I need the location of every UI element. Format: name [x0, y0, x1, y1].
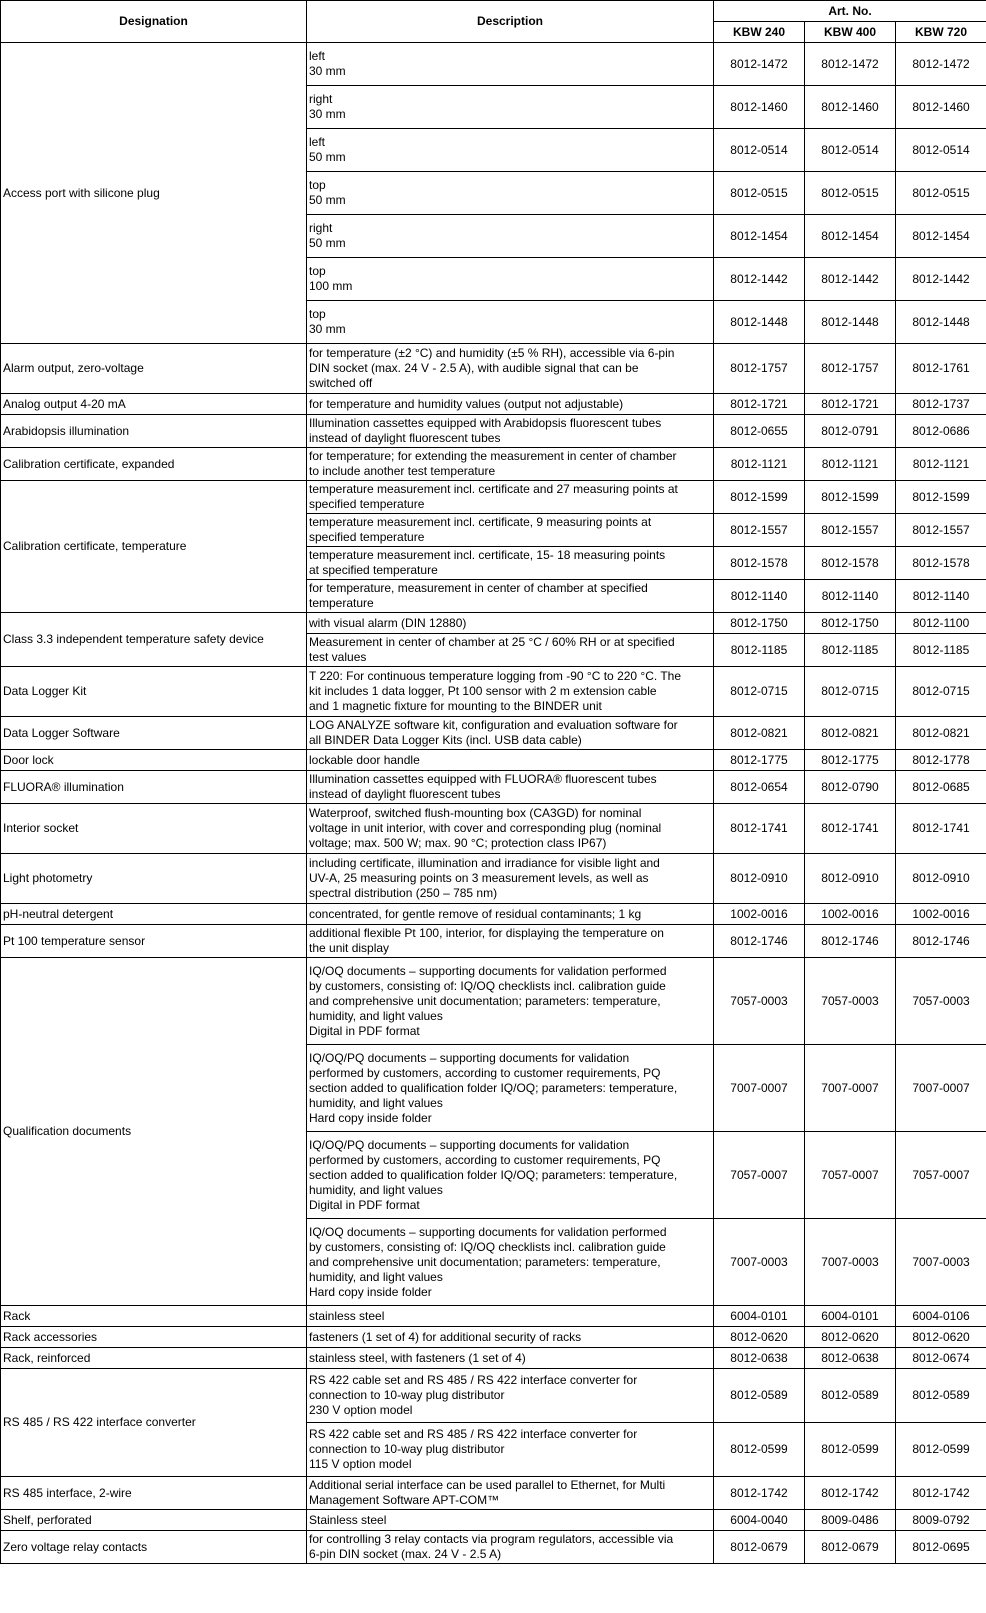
- description-cell: [307, 634, 714, 667]
- description-line: right: [309, 221, 333, 235]
- art-no-cell: 8012-1140: [896, 580, 986, 613]
- art-no-cell: 8012-1721: [714, 394, 805, 415]
- description-line: to include another test temperature: [309, 464, 496, 478]
- description-line: concentrated, for gentle remove of residual contaminants; 1 kg: [309, 906, 642, 921]
- description-line: for temperature (±2 °C) and humidity (±5 % RH), accessible via 6-pin: [309, 346, 675, 360]
- description-line: for controlling 3 relay contacts via program regulators, accessible via: [309, 1532, 674, 1546]
- description-line: instead of daylight fluorescent tubes: [309, 431, 501, 445]
- description-line: Hard copy inside folder: [309, 1284, 432, 1299]
- description-cell: [307, 1045, 714, 1132]
- description-line: section added to qualification folder IQ/OQ; parameters: temperature,: [309, 1080, 678, 1095]
- description-cell: [307, 394, 714, 415]
- designation-cell: Calibration certificate, expanded: [1, 448, 307, 481]
- description-cell: [307, 448, 714, 481]
- art-no-cell: 8012-1460: [896, 86, 986, 129]
- description-line: 115 V option model: [309, 1457, 412, 1471]
- description-cell: [307, 415, 714, 448]
- description-line: Management Software APT-COM™: [309, 1493, 500, 1507]
- description-cell: [307, 1369, 714, 1423]
- model-header-kbw240: KBW 240: [714, 22, 805, 43]
- art-no-cell: 8012-0514: [714, 129, 805, 172]
- table-row: [1, 1531, 986, 1564]
- art-no-cell: 8012-0599: [714, 1423, 805, 1477]
- designation-cell: RS 485 interface, 2-wire: [1, 1477, 307, 1510]
- art-no-cell: 7057-0003: [714, 958, 805, 1045]
- description-line: temperature: [309, 596, 374, 610]
- description-line: section added to qualification folder IQ/OQ; parameters: temperature,: [309, 1167, 678, 1182]
- designation-cell: Rack: [1, 1306, 307, 1327]
- description-cell: [307, 613, 714, 634]
- description-cell: [307, 215, 714, 258]
- art-no-cell: 8012-0910: [896, 854, 986, 904]
- description-line: humidity, and light values: [309, 1095, 443, 1110]
- description-line: 30 mm: [309, 64, 346, 78]
- description-line: stainless steel: [309, 1308, 385, 1323]
- art-no-cell: 8012-1741: [896, 804, 986, 854]
- description-line: Waterproof, switched flush-mounting box (CA3GD) for nominal: [309, 806, 642, 820]
- description-line: left: [309, 49, 326, 63]
- designation-cell: Qualification documents: [1, 958, 307, 1306]
- description-line: kit includes 1 data logger, Pt 100 sensor with 2 m extension cable: [309, 684, 657, 698]
- art-no-cell: 8012-1578: [896, 547, 986, 580]
- designation-cell: Rack accessories: [1, 1327, 307, 1348]
- description-cell: [307, 514, 714, 547]
- designation-cell: Data Logger Software: [1, 717, 307, 750]
- description-line: 50 mm: [309, 193, 346, 207]
- art-no-cell: 8012-1741: [714, 804, 805, 854]
- table-row: [1, 43, 986, 86]
- art-no-header: Art. No.: [714, 1, 986, 22]
- table-row: [1, 771, 986, 804]
- art-no-cell: 7007-0003: [896, 1219, 986, 1306]
- designation-cell: Interior socket: [1, 804, 307, 854]
- art-no-cell: 8012-1442: [714, 258, 805, 301]
- description-line: for temperature, measurement in center of chamber at specified: [309, 581, 648, 595]
- description-line: connection to 10-way plug distributor: [309, 1388, 505, 1402]
- description-line: Stainless steel: [309, 1512, 387, 1527]
- art-no-cell: 8012-0514: [896, 129, 986, 172]
- art-no-cell: 8012-0679: [714, 1531, 805, 1564]
- description-line: temperature measurement incl. certificate, 9 measuring points at: [309, 515, 652, 529]
- designation-cell: Class 3.3 independent temperature safety device: [1, 613, 307, 667]
- description-line: RS 422 cable set and RS 485 / RS 422 interface converter for: [309, 1373, 638, 1387]
- description-cell: [307, 1531, 714, 1564]
- description-cell: [307, 301, 714, 344]
- art-no-cell: 8012-1578: [714, 547, 805, 580]
- art-no-cell: 7057-0007: [714, 1132, 805, 1219]
- description-line: RS 422 cable set and RS 485 / RS 422 interface converter for: [309, 1427, 638, 1441]
- description-cell: [307, 129, 714, 172]
- art-no-cell: 8012-1100: [896, 613, 986, 634]
- description-line: additional flexible Pt 100, interior, for displaying the temperature on: [309, 926, 664, 940]
- art-no-cell: 8012-1442: [896, 258, 986, 301]
- table-row: [1, 667, 986, 717]
- table-row: [1, 958, 986, 1045]
- art-no-cell: 8012-1460: [714, 86, 805, 129]
- description-line: temperature measurement incl. certificate, 15- 18 measuring points: [309, 548, 666, 562]
- art-no-cell: 8012-0515: [714, 172, 805, 215]
- table-row: [1, 394, 986, 415]
- art-no-cell: 8012-1185: [896, 634, 986, 667]
- description-line: for temperature; for extending the measurement in center of chamber: [309, 449, 677, 463]
- description-line: LOG ANALYZE software kit, configuration and evaluation software for: [309, 718, 678, 732]
- art-no-cell: 7057-0003: [805, 958, 896, 1045]
- art-no-cell: 8012-0589: [805, 1369, 896, 1423]
- description-line: 50 mm: [309, 150, 346, 164]
- description-line: and comprehensive unit documentation; parameters: temperature,: [309, 1254, 661, 1269]
- model-header-kbw400: KBW 400: [805, 22, 896, 43]
- art-no-cell: 8012-1599: [896, 481, 986, 514]
- art-no-cell: 8012-1750: [805, 613, 896, 634]
- description-line: connection to 10-way plug distributor: [309, 1442, 505, 1456]
- art-no-cell: 8012-1454: [896, 215, 986, 258]
- description-cell: [307, 1132, 714, 1219]
- table-header: [1, 1, 986, 43]
- description-line: for temperature and humidity values (output not adjustable): [309, 396, 624, 411]
- art-no-cell: 1002-0016: [714, 904, 805, 925]
- table-row: [1, 854, 986, 904]
- art-no-cell: 8012-1121: [805, 448, 896, 481]
- art-no-cell: 8012-1741: [805, 804, 896, 854]
- art-no-cell: 8012-0679: [805, 1531, 896, 1564]
- description-cell: [307, 547, 714, 580]
- art-no-cell: 8012-0620: [805, 1327, 896, 1348]
- description-line: 230 V option model: [309, 1403, 413, 1417]
- description-line: 6-pin DIN socket (max. 24 V - 2.5 A): [309, 1547, 502, 1561]
- description-line: humidity, and light values: [309, 1269, 443, 1284]
- description-cell: [307, 86, 714, 129]
- description-cell: [307, 717, 714, 750]
- description-line: left: [309, 135, 326, 149]
- art-no-cell: 8012-0638: [714, 1348, 805, 1369]
- art-no-cell: 8009-0486: [805, 1510, 896, 1531]
- art-no-cell: 8012-1746: [896, 925, 986, 958]
- description-line: IQ/OQ documents – supporting documents for validation performed: [309, 963, 667, 978]
- description-line: humidity, and light values: [309, 1182, 443, 1197]
- art-no-cell: 7007-0007: [714, 1045, 805, 1132]
- art-no-cell: 8012-1750: [714, 613, 805, 634]
- art-no-cell: 7057-0007: [896, 1132, 986, 1219]
- table-row: [1, 1348, 986, 1369]
- art-no-cell: 8012-0599: [805, 1423, 896, 1477]
- table-row: [1, 925, 986, 958]
- art-no-cell: 8012-0655: [714, 415, 805, 448]
- description-line: the unit display: [309, 941, 390, 955]
- art-no-cell: 1002-0016: [805, 904, 896, 925]
- art-no-cell: 8012-0589: [896, 1369, 986, 1423]
- art-no-cell: 8012-1737: [896, 394, 986, 415]
- description-cell: [307, 1477, 714, 1510]
- art-no-cell: 8012-1757: [805, 344, 896, 394]
- art-no-cell: 6004-0101: [805, 1306, 896, 1327]
- description-line: T 220: For continuous temperature logging from -90 °C to 220 °C. The: [309, 669, 682, 683]
- designation-header: Designation: [1, 1, 307, 43]
- designation-cell: Calibration certificate, temperature: [1, 481, 307, 613]
- description-line: top: [309, 264, 326, 278]
- description-line: temperature measurement incl. certificate and 27 measuring points at: [309, 482, 678, 496]
- description-cell: [307, 958, 714, 1045]
- designation-cell: Access port with silicone plug: [1, 43, 307, 344]
- art-no-cell: 8012-0686: [896, 415, 986, 448]
- description-line: all BINDER Data Logger Kits (incl. USB data cable): [309, 733, 582, 747]
- designation-cell: Light photometry: [1, 854, 307, 904]
- art-no-cell: 8012-0910: [714, 854, 805, 904]
- art-no-cell: 8012-1778: [896, 750, 986, 771]
- art-no-cell: 8012-0821: [896, 717, 986, 750]
- art-no-cell: 8012-1746: [805, 925, 896, 958]
- description-cell: [307, 481, 714, 514]
- art-no-cell: 7057-0003: [896, 958, 986, 1045]
- designation-cell: Rack, reinforced: [1, 1348, 307, 1369]
- art-no-cell: 8012-1599: [714, 481, 805, 514]
- art-no-cell: 8012-1140: [805, 580, 896, 613]
- description-cell: [307, 43, 714, 86]
- art-no-cell: 6004-0040: [714, 1510, 805, 1531]
- description-cell: [307, 1510, 714, 1531]
- description-line: DIN socket (max. 24 V - 2.5 A), with audible signal that can be: [309, 361, 639, 375]
- description-line: 30 mm: [309, 322, 346, 336]
- table-row: [1, 1306, 986, 1327]
- art-no-cell: 8012-0674: [896, 1348, 986, 1369]
- description-line: specified temperature: [309, 497, 425, 511]
- description-cell: [307, 258, 714, 301]
- art-no-cell: 8012-1746: [714, 925, 805, 958]
- table-body: [1, 43, 986, 1564]
- description-line: performed by customers, according to customer requirements, PQ: [309, 1065, 661, 1080]
- description-line: 50 mm: [309, 236, 346, 250]
- art-no-cell: 8012-1454: [805, 215, 896, 258]
- art-no-cell: 7057-0007: [805, 1132, 896, 1219]
- description-header: Description: [307, 1, 714, 43]
- art-no-cell: 8012-1757: [714, 344, 805, 394]
- table-row: [1, 481, 986, 514]
- art-no-cell: 8012-1121: [896, 448, 986, 481]
- description-line: right: [309, 92, 333, 106]
- description-cell: [307, 580, 714, 613]
- designation-cell: Analog output 4-20 mA: [1, 394, 307, 415]
- art-no-cell: 8012-0715: [805, 667, 896, 717]
- art-no-cell: 1002-0016: [896, 904, 986, 925]
- description-line: Digital in PDF format: [309, 1197, 420, 1212]
- art-no-cell: 8012-1448: [714, 301, 805, 344]
- art-no-cell: 8012-0515: [896, 172, 986, 215]
- art-no-cell: 8012-0791: [805, 415, 896, 448]
- description-line: Illumination cassettes equipped with FLUORA® fluorescent tubes: [309, 772, 657, 786]
- art-no-cell: 8012-1454: [714, 215, 805, 258]
- art-no-cell: 8012-0620: [896, 1327, 986, 1348]
- description-cell: [307, 1348, 714, 1369]
- table-row: [1, 344, 986, 394]
- art-no-cell: 8012-1140: [714, 580, 805, 613]
- description-line: test values: [309, 650, 367, 664]
- description-cell: [307, 804, 714, 854]
- art-no-cell: 8009-0792: [896, 1510, 986, 1531]
- art-no-cell: 8012-1761: [896, 344, 986, 394]
- table-row: [1, 415, 986, 448]
- designation-cell: Door lock: [1, 750, 307, 771]
- art-no-cell: 8012-1742: [896, 1477, 986, 1510]
- description-line: IQ/OQ/PQ documents – supporting documents for validation: [309, 1137, 630, 1152]
- art-no-cell: 8012-1599: [805, 481, 896, 514]
- model-header-kbw720: KBW 720: [896, 22, 986, 43]
- description-line: specified temperature: [309, 530, 425, 544]
- art-no-cell: 7007-0007: [896, 1045, 986, 1132]
- art-no-cell: 8012-1448: [896, 301, 986, 344]
- table-row: [1, 804, 986, 854]
- description-line: voltage; max. 500 W; max. 90 °C; protection class IP67): [309, 836, 607, 850]
- description-line: performed by customers, according to customer requirements, PQ: [309, 1152, 661, 1167]
- table-row: [1, 904, 986, 925]
- art-no-cell: 8012-0695: [896, 1531, 986, 1564]
- description-line: including certificate, illumination and irradiance for visible light and: [309, 856, 660, 870]
- art-no-cell: 8012-1448: [805, 301, 896, 344]
- table-row: [1, 613, 986, 634]
- art-no-cell: 8012-0685: [896, 771, 986, 804]
- description-line: and 1 magnetic fixture for mounting to the BINDER unit: [309, 699, 602, 713]
- designation-cell: Arabidopsis illumination: [1, 415, 307, 448]
- description-line: 100 mm: [309, 279, 353, 293]
- art-no-cell: 8012-1557: [805, 514, 896, 547]
- description-line: spectral distribution (250 – 785 nm): [309, 886, 498, 900]
- art-no-cell: 8012-0821: [714, 717, 805, 750]
- art-no-cell: 8012-1185: [714, 634, 805, 667]
- description-line: switched off: [309, 376, 373, 390]
- description-cell: [307, 904, 714, 925]
- description-line: stainless steel, with fasteners (1 set of 4): [309, 1350, 526, 1365]
- description-line: Digital in PDF format: [309, 1023, 420, 1038]
- description-cell: [307, 1306, 714, 1327]
- art-no-cell: 8012-1460: [805, 86, 896, 129]
- description-cell: [307, 667, 714, 717]
- table-row: [1, 448, 986, 481]
- description-line: voltage in unit interior, with cover and corresponding plug (nominal: [309, 821, 662, 835]
- description-cell: [307, 750, 714, 771]
- art-no-cell: 8012-1578: [805, 547, 896, 580]
- description-line: Illumination cassettes equipped with Arabidopsis fluorescent tubes: [309, 416, 662, 430]
- art-no-cell: 7007-0007: [805, 1045, 896, 1132]
- table-row: [1, 1327, 986, 1348]
- description-line: 30 mm: [309, 107, 346, 121]
- description-line: UV-A, 25 measuring points on 3 measurement levels, as well as: [309, 871, 649, 885]
- art-no-cell: 8012-0515: [805, 172, 896, 215]
- designation-cell: Shelf, perforated: [1, 1510, 307, 1531]
- table-row: [1, 1369, 986, 1423]
- description-cell: [307, 925, 714, 958]
- art-no-cell: 8012-0715: [714, 667, 805, 717]
- description-line: at specified temperature: [309, 563, 438, 577]
- art-no-cell: 8012-1472: [714, 43, 805, 86]
- art-no-cell: 7007-0003: [805, 1219, 896, 1306]
- description-cell: [307, 1423, 714, 1477]
- art-no-cell: 8012-1742: [805, 1477, 896, 1510]
- designation-cell: Data Logger Kit: [1, 667, 307, 717]
- art-no-cell: 8012-0715: [896, 667, 986, 717]
- description-line: top: [309, 307, 326, 321]
- art-no-cell: 8012-0821: [805, 717, 896, 750]
- art-no-cell: 8012-1742: [714, 1477, 805, 1510]
- description-line: Additional serial interface can be used parallel to Ethernet, for Multi: [309, 1478, 666, 1492]
- description-line: IQ/OQ documents – supporting documents for validation performed: [309, 1224, 667, 1239]
- description-line: Hard copy inside folder: [309, 1110, 432, 1125]
- table-row: [1, 717, 986, 750]
- art-no-cell: 8012-0599: [896, 1423, 986, 1477]
- description-line: IQ/OQ/PQ documents – supporting documents for validation: [309, 1050, 630, 1065]
- description-line: humidity, and light values: [309, 1008, 443, 1023]
- art-no-cell: 8012-1775: [714, 750, 805, 771]
- art-no-cell: 8012-1185: [805, 634, 896, 667]
- description-line: by customers, consisting of: IQ/OQ checklists incl. calibration guide: [309, 1239, 666, 1254]
- art-no-cell: 8012-0514: [805, 129, 896, 172]
- designation-cell: Zero voltage relay contacts: [1, 1531, 307, 1564]
- art-no-cell: 8012-0589: [714, 1369, 805, 1423]
- description-line: fasteners (1 set of 4) for additional security of racks: [309, 1329, 582, 1344]
- description-line: with visual alarm (DIN 12880): [309, 615, 467, 630]
- table-row: [1, 750, 986, 771]
- description-line: and comprehensive unit documentation; parameters: temperature,: [309, 993, 661, 1008]
- table-row: [1, 1510, 986, 1531]
- description-cell: [307, 854, 714, 904]
- art-no-cell: 8012-0910: [805, 854, 896, 904]
- description-line: top: [309, 178, 326, 192]
- description-cell: [307, 344, 714, 394]
- description-cell: [307, 172, 714, 215]
- designation-cell: Alarm output, zero-voltage: [1, 344, 307, 394]
- description-cell: [307, 1327, 714, 1348]
- art-no-cell: 8012-1472: [805, 43, 896, 86]
- description-cell: [307, 1219, 714, 1306]
- designation-cell: pH-neutral detergent: [1, 904, 307, 925]
- description-cell: [307, 771, 714, 804]
- description-line: lockable door handle: [309, 752, 420, 767]
- table-row: [1, 1477, 986, 1510]
- art-no-cell: 8012-1121: [714, 448, 805, 481]
- art-no-cell: 8012-0638: [805, 1348, 896, 1369]
- art-no-cell: 8012-0654: [714, 771, 805, 804]
- description-line: instead of daylight fluorescent tubes: [309, 787, 501, 801]
- art-no-cell: 8012-1557: [714, 514, 805, 547]
- designation-cell: FLUORA® illumination: [1, 771, 307, 804]
- art-no-cell: 7007-0003: [714, 1219, 805, 1306]
- art-no-cell: 6004-0101: [714, 1306, 805, 1327]
- art-no-cell: 8012-1557: [896, 514, 986, 547]
- description-line: by customers, consisting of: IQ/OQ checklists incl. calibration guide: [309, 978, 666, 993]
- art-no-cell: 8012-1721: [805, 394, 896, 415]
- art-no-cell: 8012-1442: [805, 258, 896, 301]
- art-no-cell: 6004-0106: [896, 1306, 986, 1327]
- designation-cell: RS 485 / RS 422 interface converter: [1, 1369, 307, 1477]
- designation-cell: Pt 100 temperature sensor: [1, 925, 307, 958]
- art-no-cell: 8012-0620: [714, 1327, 805, 1348]
- description-line: Measurement in center of chamber at 25 °C / 60% RH or at specified: [309, 635, 675, 649]
- art-no-cell: 8012-1472: [896, 43, 986, 86]
- art-no-cell: 8012-1775: [805, 750, 896, 771]
- art-no-cell: 8012-0790: [805, 771, 896, 804]
